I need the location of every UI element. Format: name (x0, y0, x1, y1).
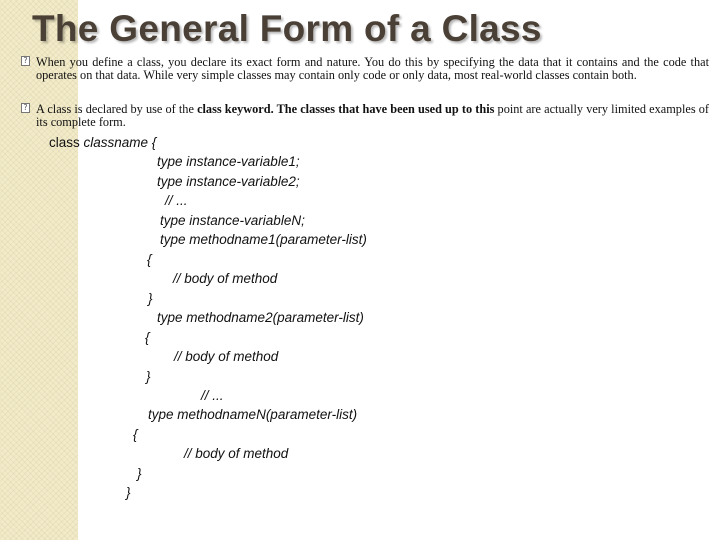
bullet-paragraph-1 (23, 55, 709, 82)
code-line: type instance-variable1; (157, 154, 300, 169)
bullet-text-2-start: A class is declared by use of the (36, 102, 198, 116)
code-line: type methodname2(parameter-list) (157, 310, 364, 325)
code-line: // body of method (174, 349, 279, 364)
code-line: type instance-variableN; (160, 213, 305, 228)
code-keyword: class (49, 135, 80, 150)
bullet-text-2-bold: class keyword. The classes that have been used up to this (197, 102, 495, 116)
code-line-class-header (49, 135, 156, 150)
bullet-text-1: When you define a class, you declare its exact form and nature. You do this by specifying the data that it contains and the code that operates on that data. While very simple classes may contain only code or only data, most real-world classes contain both. (36, 55, 709, 82)
bullet-text-2-end: point are actually very limited examples of its complete form. (36, 102, 709, 129)
code-line: } (126, 485, 131, 500)
code-line: // body of method (184, 446, 289, 461)
code-line: { (145, 330, 150, 345)
code-line: } (146, 369, 151, 384)
code-line: // ... (201, 388, 224, 403)
code-line: // body of method (173, 271, 278, 286)
bullet-marker-icon: ? (21, 56, 30, 66)
bullet-paragraph-2 (23, 102, 709, 129)
code-line: { (147, 252, 152, 267)
code-line: } (137, 466, 142, 481)
code-line: { (133, 427, 138, 442)
code-line: type methodnameN(parameter-list) (148, 407, 358, 422)
code-text: classname { (79, 135, 157, 150)
code-line: } (148, 291, 153, 306)
code-line: type instance-variable2; (157, 174, 300, 189)
code-line: type methodname1(parameter-list) (160, 232, 367, 247)
slide-title: The General Form of a Class (32, 8, 542, 49)
code-line: // ... (165, 193, 188, 208)
bullet-marker-icon: ? (21, 103, 30, 113)
